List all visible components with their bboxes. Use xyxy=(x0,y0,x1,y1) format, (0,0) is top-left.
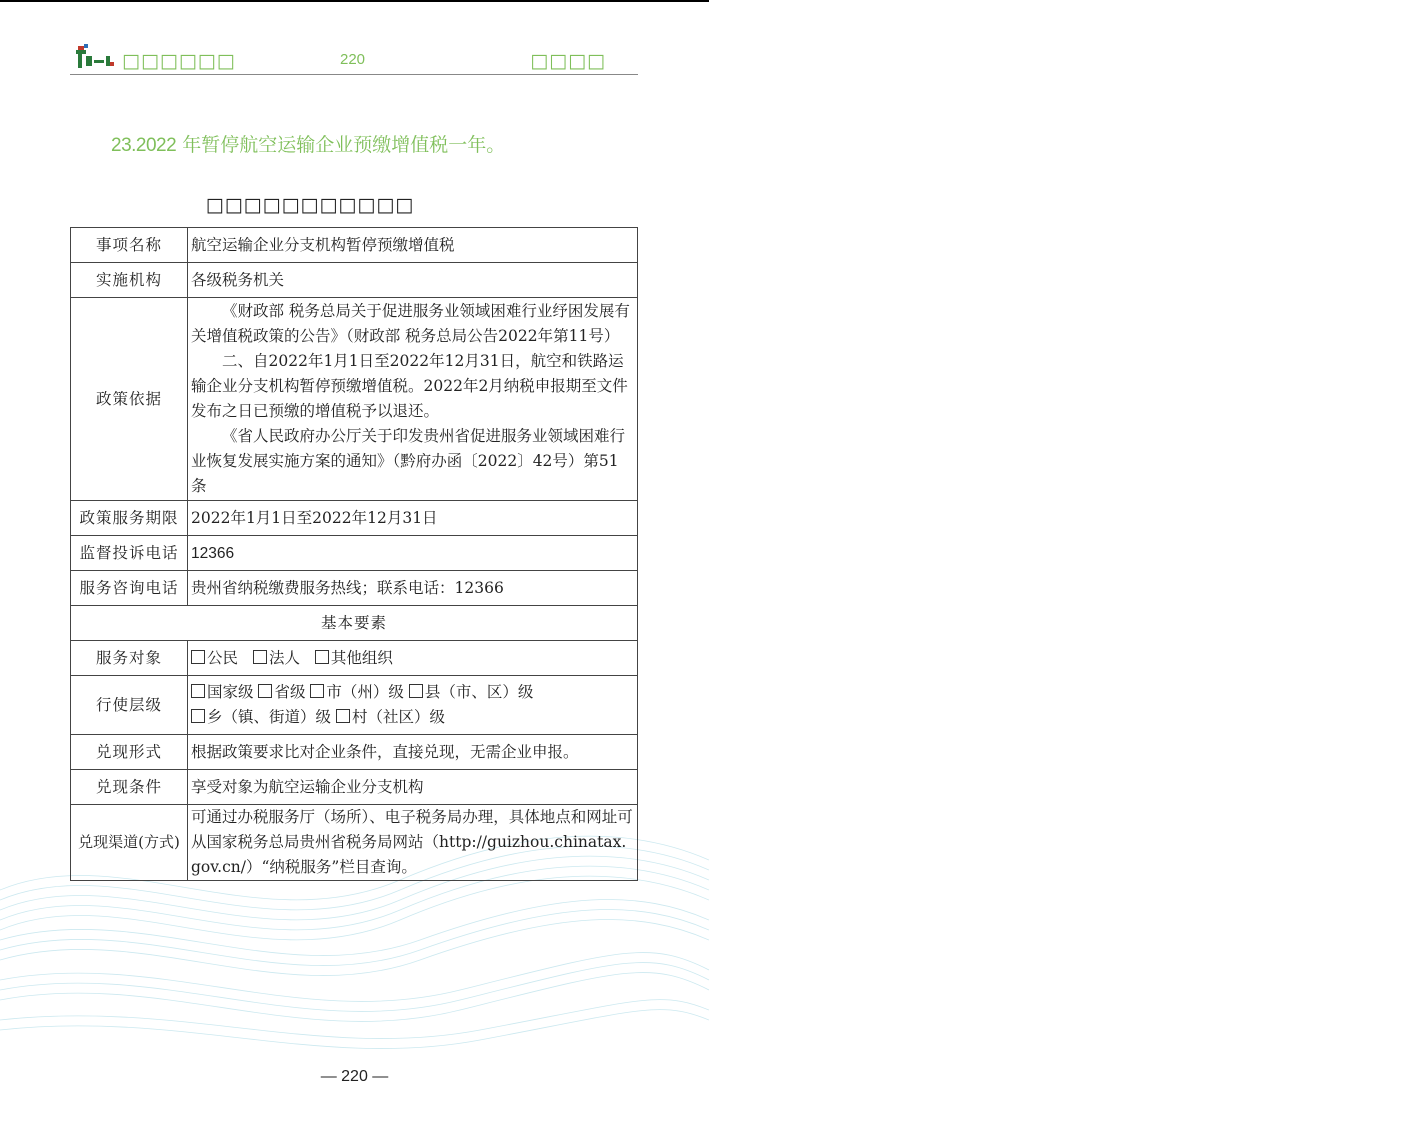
table-row xyxy=(71,735,638,770)
policy-basis-value xyxy=(188,298,638,501)
option-label: 其他组织 xyxy=(330,648,393,667)
checkbox xyxy=(253,650,267,664)
table-row-level xyxy=(71,676,638,735)
level-options xyxy=(188,676,638,735)
top-rule xyxy=(0,0,709,2)
table-row-policy-basis xyxy=(71,298,638,501)
row-label: 实施机构 xyxy=(71,263,188,298)
table-row xyxy=(71,805,638,881)
checkbox xyxy=(315,650,329,664)
row-value: 12366 xyxy=(188,536,638,571)
policy-paragraph-3: 《省人民政府办公厅关于印发贵州省促进服务业领域困难行业恢复发展实施方案的通知》（黔府办函〔2022〕42号）第51条 xyxy=(191,427,626,495)
page-footer-number: — 220 — xyxy=(320,1068,389,1085)
heading-number: 23.2022 xyxy=(111,135,177,156)
table-row xyxy=(71,571,638,606)
option-label: 县（市、区）级 xyxy=(424,683,534,701)
row-value: 各级税务机关 xyxy=(188,263,638,298)
option-label: 省级 xyxy=(274,683,306,701)
row-value: 可通过办税服务厅（场所）、电子税务局办理，具体地点和网址可从国家税务总局贵州省税务局网站（http://guizhou.chinatax.gov.cn/）“纳税服务”栏目查询。 xyxy=(188,805,638,881)
row-label: 政策服务期限 xyxy=(71,501,188,536)
checkbox xyxy=(191,650,205,664)
table-row xyxy=(71,228,638,263)
service-target-options xyxy=(188,641,638,676)
row-label: 事项名称 xyxy=(71,228,188,263)
page-header xyxy=(70,40,638,75)
option-label: 市（州）级 xyxy=(326,683,404,701)
row-value: 根据政策要求比对企业条件，直接兑现，无需企业申报。 xyxy=(188,735,638,770)
row-label: 行使层级 xyxy=(71,676,188,735)
checkbox xyxy=(310,684,324,698)
section-label: 基本要素 xyxy=(71,606,638,641)
table-row-service-target xyxy=(71,641,638,676)
row-label: 兑现条件 xyxy=(71,770,188,805)
option-label: 国家级 xyxy=(207,683,254,701)
row-value: 航空运输企业分支机构暂停预缴增值税 xyxy=(188,228,638,263)
row-value: 贵州省纳税缴费服务热线；联系电话：12366 xyxy=(188,571,638,606)
table-section-row xyxy=(71,606,638,641)
checkbox xyxy=(191,709,205,723)
heading-text: 年暂停航空运输企业预缴增值税一年。 xyxy=(176,134,506,156)
policy-paragraph-2: 二、自2022年1月1日至2022年12月31日，航空和铁路运输企业分支机构暂停预缴增值税。2022年2月纳税申报期至文件发布之日已预缴的增值税予以退还。 xyxy=(191,352,628,420)
row-label: 兑现形式 xyxy=(71,735,188,770)
checkbox xyxy=(336,709,350,723)
option-label: 村（社区）级 xyxy=(351,708,445,726)
row-label: 监督投诉电话 xyxy=(71,536,188,571)
row-value: 享受对象为航空运输企业分支机构 xyxy=(188,770,638,805)
row-label: 兑现渠道(方式) xyxy=(71,805,188,881)
header-page-number: 220 xyxy=(340,51,366,68)
table-title: □□□□□□□□□□□ xyxy=(205,194,415,216)
table-row xyxy=(71,263,638,298)
policy-table xyxy=(70,227,638,881)
option-label: 法人 xyxy=(268,648,300,667)
table-row xyxy=(71,501,638,536)
row-label: 服务对象 xyxy=(71,641,188,676)
section-heading xyxy=(111,130,505,157)
policy-paragraph-1: 《财政部 税务总局关于促进服务业领域困难行业纾困发展有关增值税政策的公告》（财政部 税务总局公告2022年第11号） xyxy=(191,302,630,345)
row-label: 服务咨询电话 xyxy=(71,571,188,606)
table-row xyxy=(71,536,638,571)
table-row xyxy=(71,770,638,805)
header-right-title: □□□□ xyxy=(530,50,606,72)
tax-logo-icon xyxy=(72,42,116,72)
checkbox xyxy=(409,684,423,698)
checkbox xyxy=(258,684,272,698)
option-label: 乡（镇、街道）级 xyxy=(207,708,332,726)
header-left-title: □□□□□□ xyxy=(122,50,236,72)
row-value: 2022年1月1日至2022年12月31日 xyxy=(188,501,638,536)
row-label: 政策依据 xyxy=(71,298,188,501)
checkbox xyxy=(191,684,205,698)
option-label: 公民 xyxy=(207,648,239,667)
